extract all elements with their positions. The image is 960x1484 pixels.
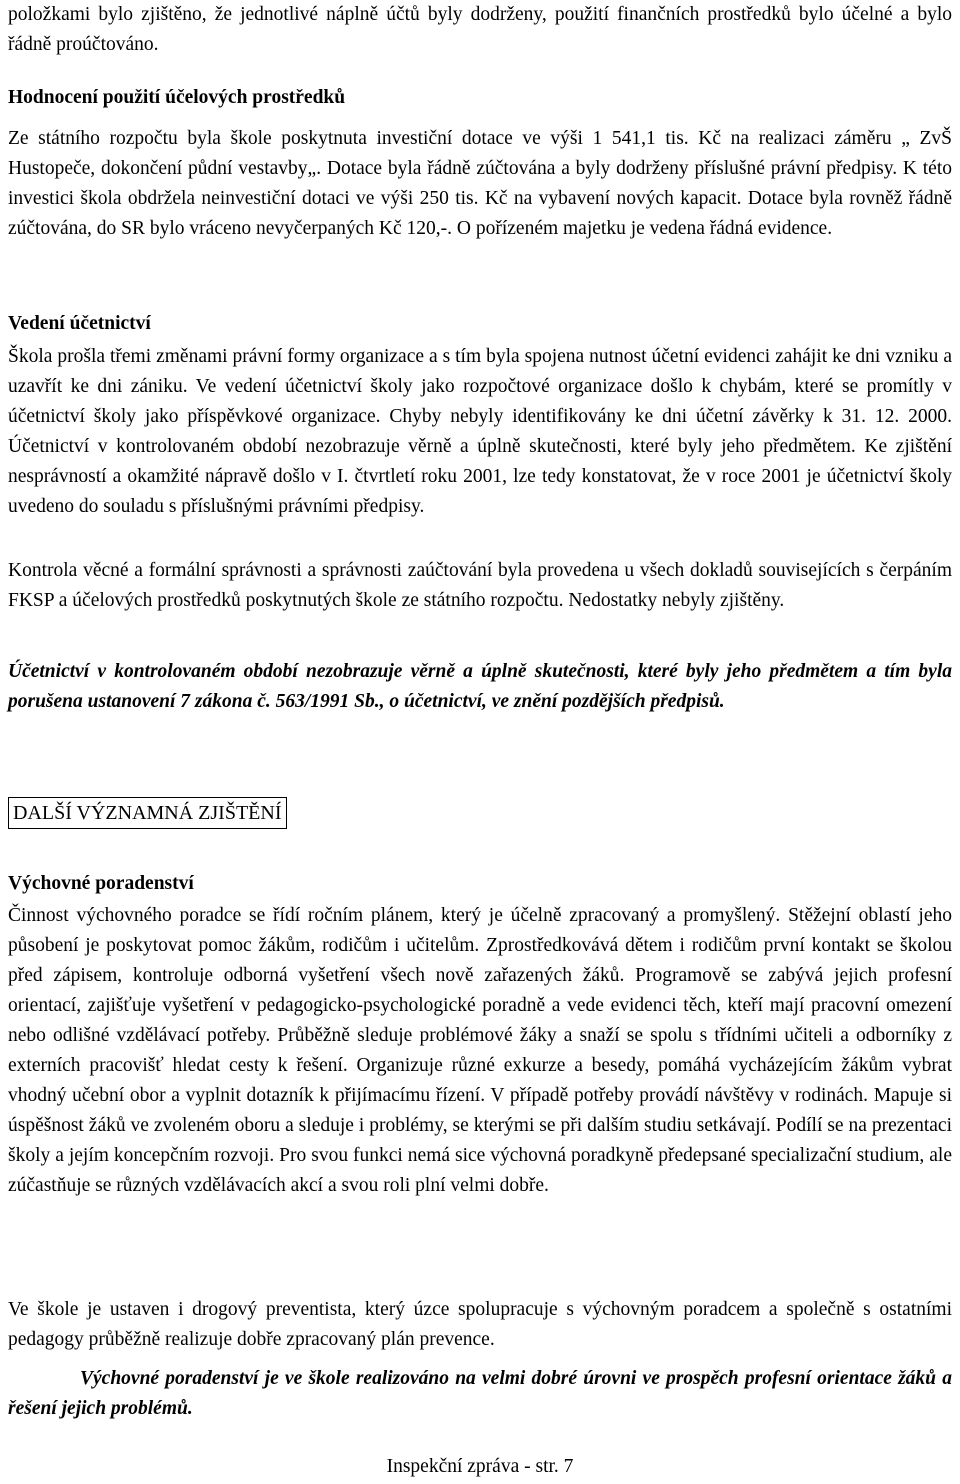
intro-paragraph: položkami bylo zjištěno, že jednotlivé náplně účtů byly dodrženy, použití finančních prostředků bylo účelné a bylo řádně proúčtováno. [8, 4, 952, 55]
accounting-heading: Vedení účetnictví [8, 313, 151, 334]
accounting-conclusion: Účetnictví v kontrolovaném období nezobrazuje věrně a úplně skutečnosti, které byly jeho předmětem a tím byla porušena ustanovení 7 zákona č. 563/1991 Sb., o účetnictví, ve znění pozdějších předpisů. [8, 661, 952, 712]
accounting-paragraph-1: Škola prošla třemi změnami právní formy organizace a s tím byla spojena nutnost účetní evidenci zahájit ke dni vzniku a uzavřít ke dni zániku. Ve vedení účetnictví školy jako rozpočtové organizace došlo k chybám, které se promítly v účetnictví školy jako příspěvkové organizace. Chyby nebyly identifikovány ke dni účetní závěrky k 31. 12. 2000. Účetnictví v kontrolovaném období nezobrazuje věrně a úplně skutečnosti, které byly jeho předmětem. Ke zjištění nesprávností a okamžité nápravě došlo v I. čtvrtletí roku 2001, lze tedy konstatovat, že v roce 2001 je účetnictví školy uvedeno do souladu s příslušnými právními předpisy. [8, 346, 952, 517]
earmarked-funds-heading: Hodnocení použití účelových prostředků [8, 87, 346, 108]
counseling-heading: Výchovné poradenství [8, 873, 194, 894]
accounting-paragraph-2: Kontrola věcné a formální správnosti a správnosti zaúčtování byla provedena u všech dokladů souvisejících s čerpáním FKSP a účelových prostředků poskytnutých škole ze státního rozpočtu. Nedostatky nebyly zjištěny. [8, 560, 952, 611]
counseling-paragraph-1: Činnost výchovného poradce se řídí ročním plánem, který je účelně zpracovaný a promyšlený. Stěžejní oblastí jeho působení je poskytovat pomoc žákům, rodičům i učitelům. Zprostředkovává dětem i rodičům první kontakt se školou před zápisem, kontroluje odborná vyšetření všech nově zařazených žáků. Programově se zabývá jejich profesní orientací, zajišťuje vyšetření v pedagogicko-psychologické poradně a vede evidenci těch, kteří mají pracovní omezení nebo odlišné vzdělávací potřeby. Průběžně sleduje problémové žáky a snaží se spolu s třídními učiteli a odborníky z externích pracovišť hledat cesty k řešení. Organizuje různé exkurze a besedy, pomáhá vycházejícím žákům vybrat vhodný učební obor a vyplnit dotazník k přijímacímu řízení. V případě potřeby provádí návštěvy v rodinách. Mapuje si úspěšnost žáků ve zvoleném oboru a sleduje i problémy, se kterými se při dalším studiu setkávají. Podílí se na prezentaci školy a jejím koncepčním rozvoji. Pro svou funkci nemá sice výchovná poradkyně předepsané specializační studium, ale zúčastňuje se různých vzdělávacích akcí a svou roli plní velmi dobře. [8, 905, 952, 1196]
earmarked-funds-paragraph: Ze státního rozpočtu byla škole poskytnuta investiční dotace ve výši 1 541,1 tis. Kč na realizaci záměru „ ZvŠ Hustopeče, dokončení půdní vestavby„. Dotace byla řádně zúčtována a byly dodrženy příslušné právní předpisy. K této investici škola obdržela neinvestiční dotaci ve výši 250 tis. Kč na vybavení nových kapacit. Dotace byla rovněž řádně zúčtována, do SR bylo vráceno nevyčerpaných Kč 120,-. O pořízeném majetku je vedena řádná evidence. [8, 128, 952, 239]
counseling-conclusion: Výchovné poradenství je ve škole realizováno na velmi dobré úrovni ve prospěch profesní orientace žáků a řešení jejich problémů. [8, 1368, 952, 1419]
page-footer: Inspekční zpráva - str. 7 [386, 1456, 574, 1477]
section-title: DALŠÍ VÝZNAMNÁ ZJIŠTĚNÍ [8, 797, 287, 829]
counseling-paragraph-2: Ve škole je ustaven i drogový preventista, který úzce spolupracuje s výchovným poradcem a společně s ostatními pedagogy průběžně realizuje dobře zpracovaný plán prevence. [8, 1299, 952, 1350]
section-title-box [8, 797, 287, 829]
